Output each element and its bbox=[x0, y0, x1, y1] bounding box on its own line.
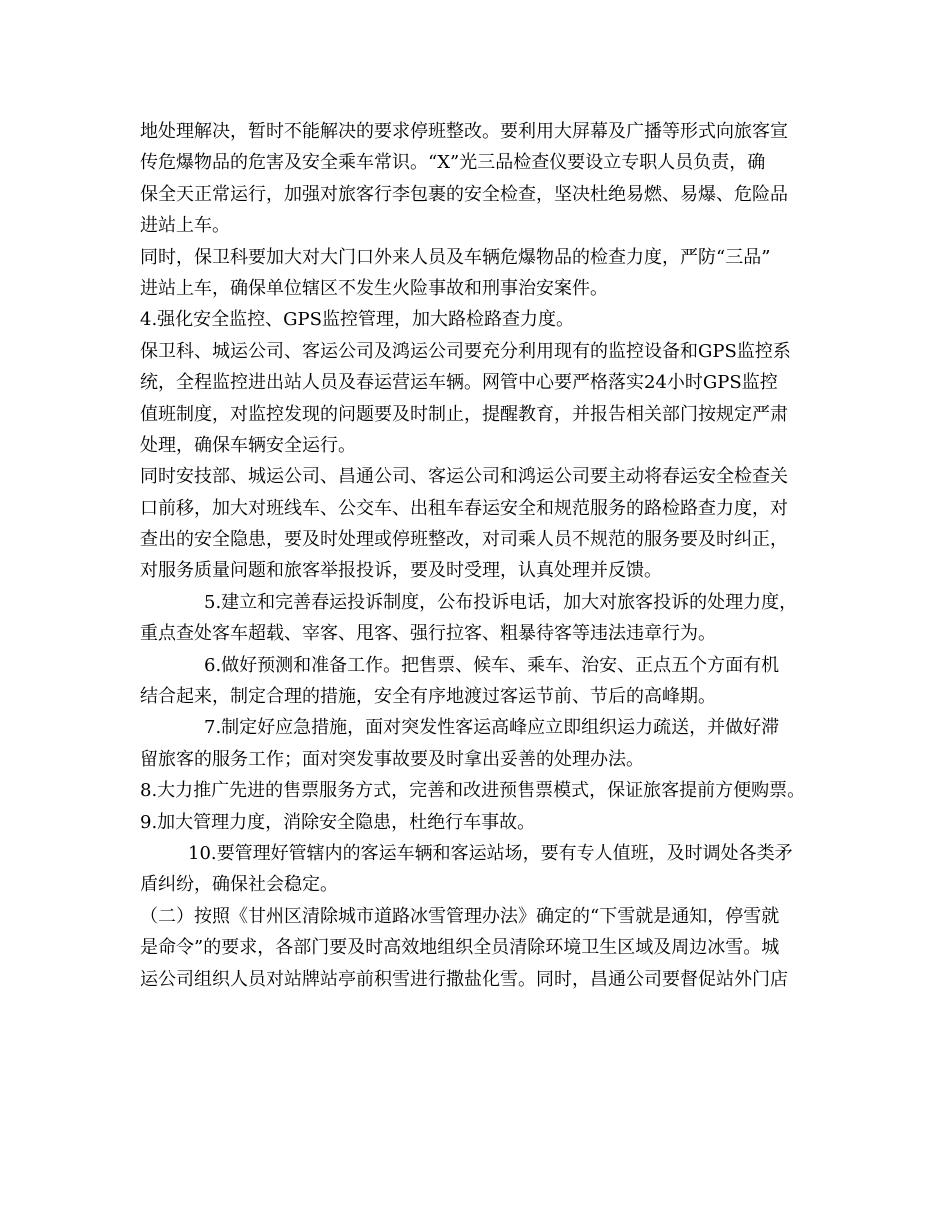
text-line: 进站上车。 bbox=[140, 215, 230, 237]
text-line: 查出的安全隐患，要及时处理或停班整改，对司乘人员不规范的服务要及时纠正， bbox=[140, 529, 788, 551]
text-line: 统，全程监控进出站人员及春运营运车辆。网管中心要严格落实24小时GPS监控 bbox=[140, 372, 778, 394]
text-line: 对服务质量问题和旅客举报投诉，要及时受理，认真处理并反馈。 bbox=[140, 560, 662, 582]
body-text bbox=[140, 116, 820, 995]
text-line: 保卫科、城运公司、客运公司及鸿运公司要充分利用现有的监控设备和GPS监控系 bbox=[140, 340, 791, 362]
text-line: 处理，确保车辆安全运行。 bbox=[140, 434, 356, 456]
numbered-item: 6.做好预测和准备工作。把售票、候车、乘车、治安、正点五个方面有机 bbox=[204, 654, 780, 676]
numbered-item: 9.加大管理力度，消除安全隐患，杜绝行车事故。 bbox=[140, 811, 536, 833]
text-line: 重点查处客车超载、宰客、甩客、强行拉客、粗暴待客等违法违章行为。 bbox=[140, 623, 716, 645]
numbered-item: 7.制定好应急措施，面对突发性客运高峰应立即组织运力疏送，并做好滞 bbox=[204, 717, 780, 739]
numbered-item: 10.要管理好管辖内的客运车辆和客运站场，要有专人值班，及时调处各类矛 bbox=[188, 842, 793, 864]
text-line: 结合起来，制定合理的措施，安全有序地渡过客运节前、节后的高峰期。 bbox=[140, 686, 716, 708]
text-line: 进站上车，确保单位辖区不发生火险事故和刑事治安案件。 bbox=[140, 277, 608, 299]
section-heading: （二）按照《甘州区清除城市道路冰雪管理办法》确定的“下雪就是通知，停雪就 bbox=[140, 905, 780, 927]
text-line: 是命令”的要求，各部门要及时高效地组织全员清除环境卫生区域及周边冰雪。城 bbox=[140, 937, 780, 959]
text-line: 同时安技部、城运公司、昌通公司、客运公司和鸿运公司要主动将春运安全检查关 bbox=[140, 466, 788, 488]
text-line: 保全天正常运行，加强对旅客行李包裹的安全检查，坚决杜绝易燃、易爆、危险品 bbox=[140, 183, 788, 205]
numbered-item: 8.大力推广先进的售票服务方式，完善和改进预售票模式，保证旅客提前方便购票。 bbox=[140, 780, 806, 802]
text-line: 运公司组织人员对站牌站亭前积雪进行撒盐化雪。同时，昌通公司要督促站外门店 bbox=[140, 968, 788, 990]
section-heading: 4.强化安全监控、GPS监控管理，加大路检路查力度。 bbox=[140, 309, 574, 331]
text-line: 值班制度，对监控发现的问题要及时制止，提醒教育，并报告相关部门按规定严肃 bbox=[140, 403, 788, 425]
numbered-item: 5.建立和完善春运投诉制度，公布投诉电话，加大对旅客投诉的处理力度， bbox=[204, 591, 798, 613]
text-line: 口前移，加大对班线车、公交车、出租车春运安全和规范服务的路检路查力度，对 bbox=[140, 497, 788, 519]
text-line: 盾纠纷，确保社会稳定。 bbox=[140, 874, 338, 896]
text-line: 地处理解决，暂时不能解决的要求停班整改。要利用大屏幕及广播等形式向旅客宣 bbox=[140, 121, 788, 142]
text-line: 留旅客的服务工作；面对突发事故要及时拿出妥善的处理办法。 bbox=[140, 748, 644, 770]
text-line: 同时，保卫科要加大对大门口外来人员及车辆危爆物品的检查力度，严防“三品” bbox=[140, 246, 771, 268]
text-line: 传危爆物品的危害及安全乘车常识。“X”光三品检查仪要设立专职人员负责，确 bbox=[140, 152, 766, 174]
